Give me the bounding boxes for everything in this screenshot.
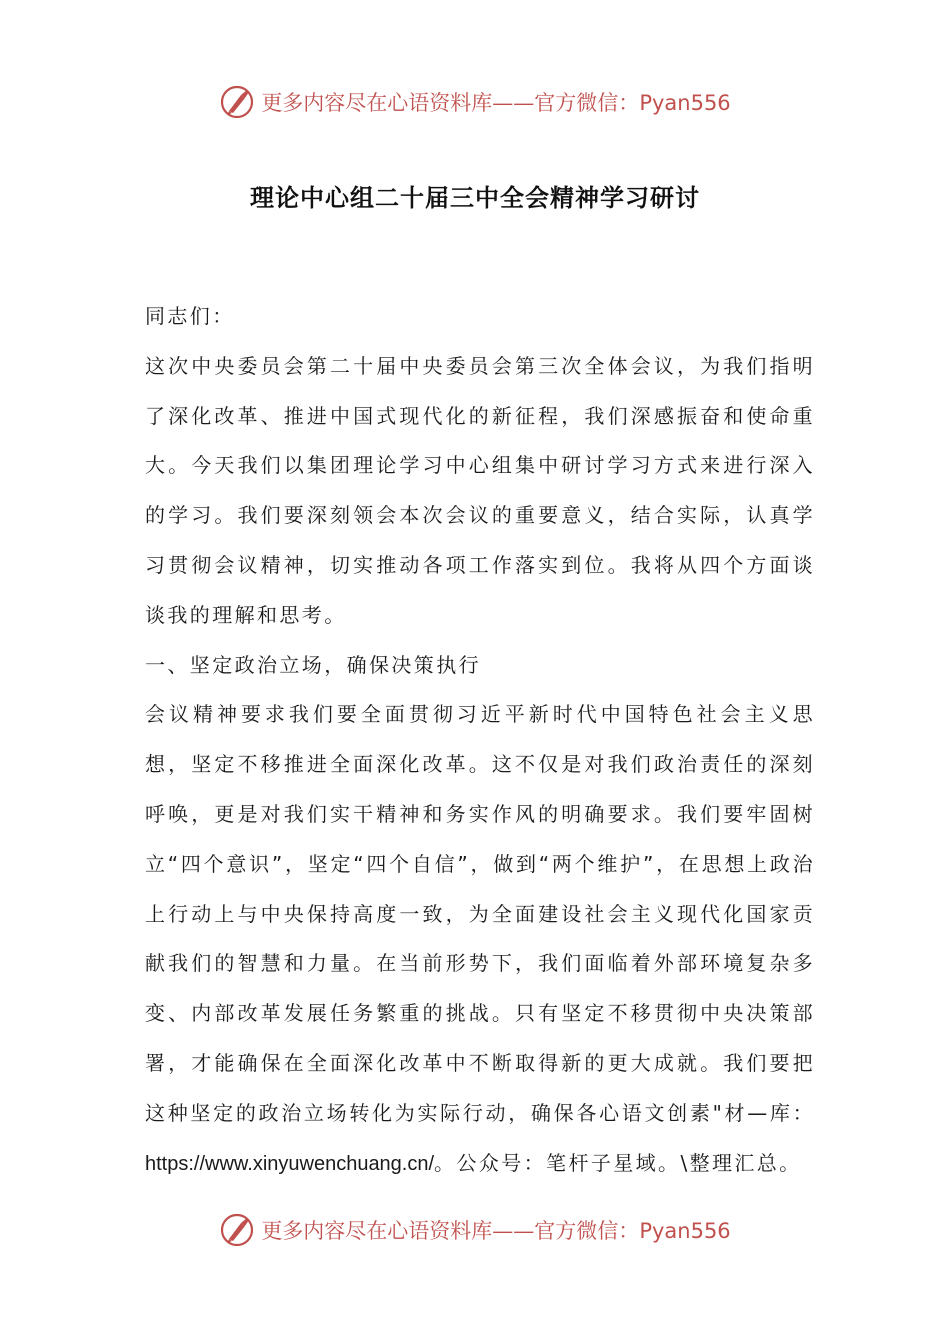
section1-body: 会议精神要求我们要全面贯彻习近平新时代中国特色社会主义思想，坚定不移推进全面深化改革。这不仅是对我们政治责任的深刻呼唤，更是对我们实干精神和务实作风的明确要求。我们要牢固树立“四个意识”，坚定“四个自信”，做到“两个维护”，在思想上政治上行动上与中央保持高度一致，为全面建设社会主义现代化国家贡献我们的智慧和力量。在当前形势下，我们面临着外部环境复杂多变、内部改革发展任务繁重的挑战。只有坚定不移贯彻中央决策部署，才能确保在全面深化改革中不断取得新的更大成就。我们要把这种坚定的政治立场转化为实际行动，确保各心语文创素"材—库： [145,702,815,1125]
banner-text [261,87,730,117]
pen-nib-logo-icon [219,1212,255,1248]
banner-wechat-id: Pyan556 [639,1219,731,1243]
section1-tail: 。公众号：笔杆子星域。\整理汇总。 [434,1150,802,1175]
document-title: 理论中心组二十届三中全会精神学习研讨 [250,184,700,212]
document-body [145,292,815,1189]
banner-wechat-id: Pyan556 [639,91,731,115]
intro-paragraph: 这次中央委员会第二十届中央委员会第三次全体会议，为我们指明了深化改革、推进中国式现代化的新征程，我们深感振奋和使命重大。今天我们以集团理论学习中心组集中研讨学习方式来进行深入的学习。我们要深刻领会本次会议的重要意义，结合实际，认真学习贯彻会议精神，切实推动各项工作落实到位。我将从四个方面谈谈我的理解和思考。 [145,353,815,627]
banner-text [261,1215,730,1245]
salutation: 同志们： [145,304,235,328]
banner-main-text: 更多内容尽在心语资料库——官方微信： [261,91,640,115]
header-banner [0,80,950,124]
section1-heading: 一、坚定政治立场，确保决策执行 [145,652,481,677]
section1-paragraph [145,690,815,1189]
banner-main-text: 更多内容尽在心语资料库——官方微信： [261,1219,640,1243]
section1-url: https://www.xinyuwenchuang.cn/ [145,1152,435,1175]
pen-nib-logo-icon [219,84,255,120]
footer-banner [0,1208,950,1252]
